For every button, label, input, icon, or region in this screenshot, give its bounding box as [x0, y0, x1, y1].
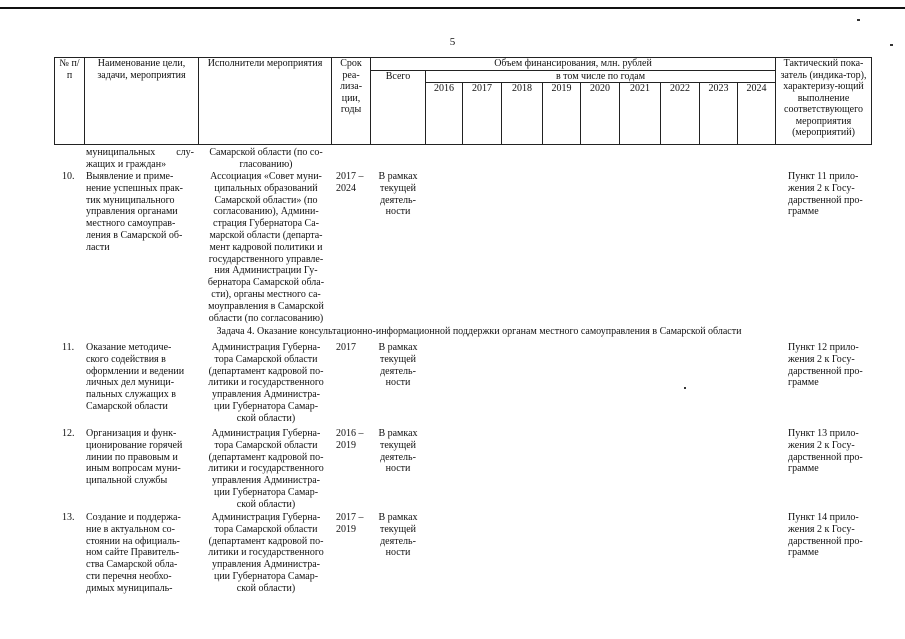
header-year: 2019	[543, 83, 581, 145]
row-exec-line: Администрация Губерна-	[211, 512, 321, 523]
row-exec	[202, 428, 330, 511]
cont-executors: Самарской области (по со-гласованию)	[209, 147, 323, 170]
row-exec-line: литики и государственного	[208, 463, 324, 475]
row-exec-line: моуправления в Самарской	[208, 300, 324, 312]
row-exec-line: ской области)	[236, 582, 296, 594]
row-name	[86, 171, 194, 254]
row-ind-line: Пункт 12 прило-	[788, 342, 859, 353]
row-name-line: Самарской области	[86, 400, 168, 412]
row-exec-line: управления Администра-	[211, 559, 320, 571]
row-exec-line: тора Самарской области	[214, 353, 318, 365]
row-total-line: ности	[385, 377, 411, 389]
header-num: № п/п	[55, 58, 85, 145]
row-name-line: ние в актуальном со-	[86, 523, 175, 535]
row-term	[336, 171, 370, 195]
row-exec-line: сти), органы местного са-	[211, 288, 321, 300]
row-num: 13.	[62, 512, 75, 523]
row-exec-line: ции Губернатора Самар-	[213, 570, 319, 582]
row-ind-line: грамме	[788, 463, 819, 475]
row-exec-line: управления Администра-	[211, 475, 320, 487]
row-term-line: 2024	[336, 182, 356, 194]
row-name-line: тик муниципального	[86, 194, 175, 206]
row-exec-line: тора Самарской области	[214, 523, 318, 535]
header-executors: Исполнители мероприятия	[199, 58, 332, 145]
row-total-line: текущей	[379, 439, 416, 451]
row-term-line: 2019	[336, 523, 356, 535]
row-ind-line: дарственной про-	[788, 194, 863, 206]
row-total-line: В рамках	[378, 512, 418, 523]
scan-speck	[890, 44, 893, 46]
row-ind-line: Пункт 11 прило-	[788, 171, 859, 182]
row-total-line: текущей	[379, 353, 416, 365]
header-year: 2021	[620, 83, 661, 145]
row-ind-line: грамме	[788, 377, 819, 389]
row-exec-line: (департамент кадровой по-	[208, 535, 324, 547]
row-total-line: В рамках	[378, 428, 418, 439]
row-name-line: Создание и поддержа-	[86, 512, 181, 523]
row-name-line: линии по правовым и	[86, 451, 178, 463]
row-exec	[202, 512, 330, 595]
page-number: 5	[449, 36, 456, 48]
row-total	[372, 512, 424, 559]
row-exec-line: ния Администрации Гу-	[214, 265, 318, 277]
row-name-line: сти перечня необхо-	[86, 570, 172, 582]
row-ind-line: грамме	[788, 547, 819, 559]
row-term-line: 2019	[336, 439, 356, 451]
row-exec-line: ской области)	[236, 498, 296, 510]
row-name-line: ном сайте Правитель-	[86, 547, 180, 559]
row-total-line: деятель-	[380, 451, 416, 463]
row-ind	[788, 512, 878, 559]
row-exec-line: литики и государственного	[208, 377, 324, 389]
row-name-line: Организация и функ-	[86, 428, 177, 439]
row-total-line: деятель-	[380, 194, 416, 206]
header-year: 2016	[426, 83, 463, 145]
cont-name: муниципальных слу-жащих и граждан»	[86, 147, 194, 170]
header-table	[54, 57, 872, 145]
row-name-line: личных дел муници-	[86, 377, 175, 389]
header-year: 2023	[700, 83, 738, 145]
row-exec-line: Самарской области» (по	[214, 194, 318, 206]
row-exec-line: области (по согласованию)	[208, 312, 324, 324]
row-name-line: ласти	[86, 241, 110, 253]
row-name-line: местного самоуправ-	[86, 218, 176, 230]
row-exec-line: тора Самарской области	[214, 439, 318, 451]
row-ind-line: жения 2 к Госу-	[788, 182, 855, 194]
row-term-line: 2016 –	[336, 428, 364, 439]
row-ind-line: жения 2 к Госу-	[788, 523, 855, 535]
header-year: 2018	[502, 83, 543, 145]
row-name-line: Оказание методиче-	[86, 342, 172, 353]
row-exec-line: ции Губернатора Самар-	[213, 486, 319, 498]
header-indicator: Тактический пока-затель (индика-тор), характеризу-ющий выполнение соответствующего мероприятия (мероприятий)	[776, 58, 872, 145]
row-total-line: текущей	[379, 523, 416, 535]
header-name: Наименование цели, задачи, мероприятия	[85, 58, 199, 145]
row-name	[86, 512, 194, 595]
scan-speck	[857, 19, 860, 21]
row-term-line: 2017 –	[336, 512, 364, 523]
row-exec-line: Ассоциация «Совет муни-	[210, 171, 322, 182]
row-exec-line: ции Губернатора Самар-	[213, 400, 319, 412]
row-num: 11.	[62, 342, 75, 353]
row-ind	[788, 428, 878, 475]
header-by-year: в том числе по годам	[426, 70, 776, 83]
row-term-line: 2017	[336, 342, 356, 353]
row-exec-line: управления Администра-	[211, 389, 320, 401]
row-exec	[202, 171, 330, 324]
row-exec-line: литики и государственного	[208, 547, 324, 559]
row-name-line: иным вопросам муни-	[86, 463, 181, 475]
row-num: 12.	[62, 428, 75, 439]
row-name-line: оформлении и ведении	[86, 365, 185, 377]
row-name	[86, 428, 194, 487]
row-ind-line: Пункт 13 прило-	[788, 428, 859, 439]
header-year: 2024	[738, 83, 776, 145]
row-exec-line: страция Губернатора Са-	[213, 218, 319, 230]
row-total-line: ности	[385, 547, 411, 559]
row-exec-line: (департамент кадровой по-	[208, 451, 324, 463]
row-total-line: В рамках	[378, 171, 418, 182]
header-funding: Объем финансирования, млн. рублей	[371, 58, 776, 71]
row-term	[336, 342, 370, 354]
header-term: Срок реа-лиза-ции, годы	[332, 58, 371, 145]
row-total-line: текущей	[379, 182, 416, 194]
row-ind-line: дарственной про-	[788, 535, 863, 547]
row-term	[336, 512, 370, 536]
row-name-line: ления в Самарской об-	[86, 229, 183, 241]
row-name	[86, 342, 194, 413]
scan-speck	[684, 387, 686, 389]
row-exec-line: государственного управле-	[208, 253, 324, 265]
row-ind-line: грамме	[788, 206, 819, 218]
row-term-line: 2017 –	[336, 171, 364, 182]
row-total-line: деятель-	[380, 535, 416, 547]
row-exec-line: мент кадровой политики и	[209, 241, 323, 253]
row-name-line: нение успешных прак-	[86, 182, 183, 194]
row-name-line: управления органами	[86, 206, 178, 218]
row-ind	[788, 342, 878, 389]
row-name-line: ционирование горячей	[86, 439, 183, 451]
row-ind	[788, 171, 878, 218]
header-year: 2022	[661, 83, 700, 145]
row-exec-line: ской области)	[236, 412, 296, 424]
row-name-line: ского содействия в	[86, 353, 166, 365]
row-name-line: стоянии на официаль-	[86, 535, 180, 547]
row-name-line: Выявление и приме-	[86, 171, 174, 182]
header-year: 2020	[581, 83, 620, 145]
row-name-line: ства Самарской обла-	[86, 559, 178, 571]
row-ind-line: жения 2 к Госу-	[788, 353, 855, 365]
header-year: 2017	[463, 83, 502, 145]
row-exec-line: согласованию), Админи-	[213, 206, 319, 218]
row-name-line: димых муниципаль-	[86, 582, 173, 594]
task-4-heading: Задача 4. Оказание консультационно-информационной поддержки органам местного самоуправления в Самарской области	[216, 326, 742, 337]
row-total-line: В рамках	[378, 342, 418, 353]
row-total	[372, 342, 424, 389]
row-exec-line: ципальных образований	[214, 182, 318, 194]
header-total: Всего	[371, 70, 426, 145]
row-total	[372, 428, 424, 475]
row-ind-line: дарственной про-	[788, 451, 863, 463]
row-ind-line: дарственной про-	[788, 365, 863, 377]
row-exec-line: бернатора Самарской обла-	[207, 277, 325, 289]
row-exec-line: марской области (департа-	[209, 229, 323, 241]
row-exec-line: Администрация Губерна-	[211, 342, 321, 353]
row-exec	[202, 342, 330, 425]
row-exec-line: Администрация Губерна-	[211, 428, 321, 439]
row-term	[336, 428, 370, 452]
row-name-line: ципальной службы	[86, 475, 168, 487]
row-total-line: ности	[385, 463, 411, 475]
row-ind-line: Пункт 14 прило-	[788, 512, 859, 523]
row-total	[372, 171, 424, 218]
row-total-line: деятель-	[380, 365, 416, 377]
row-ind-line: жения 2 к Госу-	[788, 439, 855, 451]
row-exec-line: (департамент кадровой по-	[208, 365, 324, 377]
row-name-line: пальных служащих в	[86, 389, 176, 401]
row-total-line: ности	[385, 206, 411, 218]
row-num: 10.	[62, 171, 75, 182]
top-border-line	[0, 7, 905, 9]
